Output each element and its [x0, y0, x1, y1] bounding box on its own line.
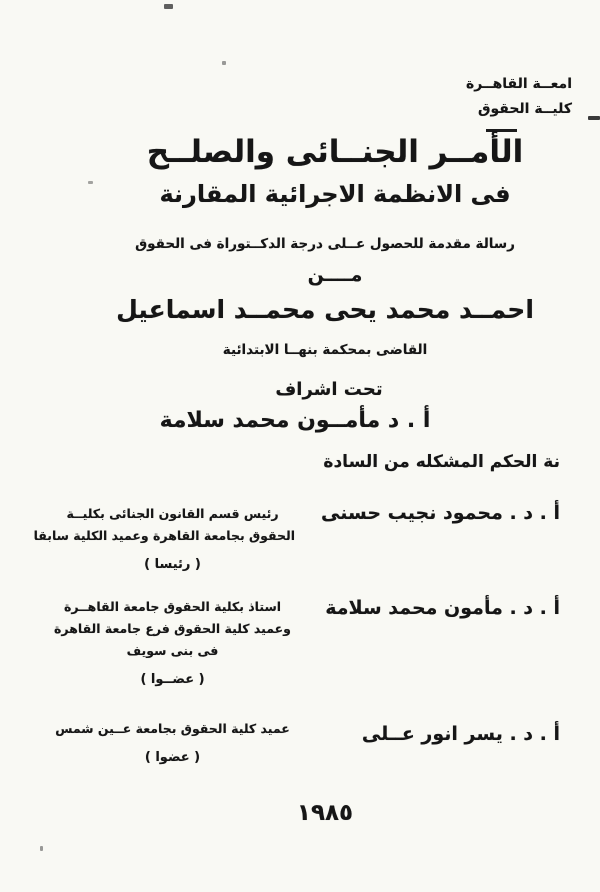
- committee-member-name: أ . د . مأمون محمد سلامة: [325, 597, 560, 619]
- thesis-title: [70, 134, 600, 208]
- university-name: امعــة القاهــرة: [466, 76, 572, 92]
- description-line: فى بنى سويف: [126, 643, 219, 658]
- faculty-underline: [486, 129, 517, 132]
- faculty-name: كليــة الحقوق: [477, 101, 572, 117]
- committee-member-description: [50, 718, 295, 769]
- thesis-title-line1: الأمــر الجنــائى والصلــح: [146, 134, 524, 170]
- description-line: رئيس قسم القانون الجنائى بكليــة: [66, 506, 279, 521]
- description-line: وعميد كلية الحقوق فرع جامعة القاهرة: [54, 621, 291, 636]
- committee-role: ( عضــوا ): [140, 672, 205, 687]
- committee-member-description: [33, 503, 295, 576]
- committee-member-name: أ . د . محمود نجيب حسنى: [321, 502, 560, 524]
- committee-heading: نة الحكم المشكله من السادة: [323, 452, 560, 472]
- committee-role: ( رئيسا ): [144, 557, 201, 572]
- scan-artifact: [164, 4, 173, 9]
- committee-member-description: [50, 596, 295, 691]
- committee-member-name: أ . د . يسر انور عــلى: [361, 723, 560, 745]
- thesis-statement: رسالة مقدمة للحصول عــلى درجة الدكــتوراة فى الحقوق: [135, 236, 515, 252]
- description-line: استاذ بكلية الحقوق جامعة القاهــرة: [63, 599, 282, 614]
- thesis-title-line2: فى الانظمة الاجرائية المقارنة: [159, 180, 511, 208]
- author-name: احمــد محمد يحى محمــد اسماعيل: [116, 295, 534, 324]
- institution-header: [466, 72, 572, 122]
- scan-artifact: [222, 61, 226, 65]
- scan-artifact: [588, 116, 600, 120]
- scan-artifact: [40, 846, 43, 851]
- author-title: القاضى بمحكمة بنهــا الابتدائية: [222, 342, 428, 358]
- publication-year: ١٩٨٥: [296, 800, 354, 826]
- description-line: عميد كلية الحقوق بجامعة عــين شمس: [55, 721, 290, 736]
- committee-role: ( عضوا ): [144, 750, 201, 765]
- by-word: مــــن: [307, 264, 363, 286]
- description-line: الحقوق بجامعة القاهرة وعميد الكلية سابقا: [33, 528, 295, 543]
- supervision-label: تحت اشراف: [275, 379, 383, 400]
- supervisor-name: أ . د مأمــون محمد سلامة: [159, 408, 431, 433]
